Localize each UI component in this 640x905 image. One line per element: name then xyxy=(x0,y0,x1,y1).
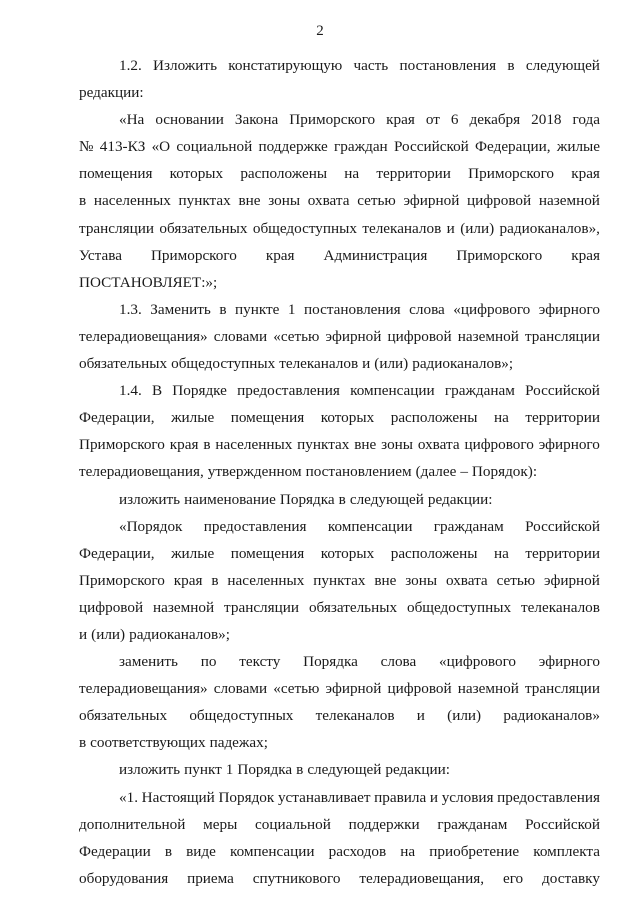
word: Устава xyxy=(79,246,122,264)
word: Порядок xyxy=(218,788,275,806)
word: падежах; xyxy=(209,734,268,752)
word: зоны xyxy=(268,192,301,210)
word: телеканалов xyxy=(315,707,395,725)
word: дополнительной xyxy=(79,815,186,833)
word: в xyxy=(338,490,346,508)
word: комплекта xyxy=(533,842,600,860)
word: телеканалов xyxy=(521,598,600,616)
word: радиоканалов» xyxy=(503,707,600,725)
word: эфирной xyxy=(544,571,600,589)
word: цифровой xyxy=(387,327,452,345)
word: пунктах xyxy=(297,436,350,454)
word: расходов xyxy=(328,842,387,860)
word: доставку xyxy=(542,869,600,887)
word: Российской xyxy=(525,382,600,400)
word: Настоящий xyxy=(141,788,215,806)
word: эфирного xyxy=(538,300,600,318)
word: гражданам xyxy=(437,815,508,833)
word: телерадиовещания, xyxy=(359,869,485,887)
word: Изложить xyxy=(153,57,217,74)
text-line xyxy=(79,784,600,811)
word: Приморского xyxy=(456,246,543,264)
text-line xyxy=(79,702,600,729)
text-line xyxy=(79,648,600,675)
word: территории xyxy=(525,409,600,427)
word: 2018 xyxy=(531,111,562,129)
word: Российской xyxy=(525,517,600,535)
word: следующей xyxy=(525,57,600,74)
word: компенсации xyxy=(327,517,413,535)
word: телерадиовещания» xyxy=(79,327,208,345)
word: телеканалов xyxy=(362,219,442,237)
word: пунктах xyxy=(313,571,366,589)
word: эфирного xyxy=(538,653,600,671)
word: эфирной xyxy=(403,192,460,210)
word: которых xyxy=(320,409,375,427)
word: жилые xyxy=(556,138,600,156)
word: «1. xyxy=(119,788,138,806)
word: Приморского xyxy=(289,111,376,129)
text-line xyxy=(79,458,600,485)
word: наземной xyxy=(153,598,215,616)
word: «На xyxy=(119,111,145,129)
word: Федерации xyxy=(79,842,151,860)
word: Приморского xyxy=(150,246,237,264)
word: предоставления xyxy=(497,788,600,806)
word: края xyxy=(571,246,600,264)
word: на xyxy=(344,165,360,183)
word: края xyxy=(169,436,199,454)
word: наземной xyxy=(457,327,519,345)
word: расположены xyxy=(240,165,328,183)
word: «сетью xyxy=(273,680,320,698)
word: телерадиовещания» xyxy=(79,680,208,698)
text-line xyxy=(79,242,600,269)
page-number: 2 xyxy=(316,23,324,39)
word: предоставления xyxy=(237,382,340,400)
word: тексту xyxy=(239,653,281,671)
text-line xyxy=(79,838,600,865)
word: (или) xyxy=(460,219,495,237)
word: цифрового xyxy=(464,436,534,454)
word: редакции: xyxy=(385,761,450,779)
word: постановлением xyxy=(305,463,412,481)
word: в xyxy=(164,842,172,860)
word: Федерации, xyxy=(79,409,155,427)
text-line xyxy=(79,404,600,431)
word: жилые xyxy=(171,409,215,427)
word: Российской xyxy=(525,815,600,833)
word: 1.4. xyxy=(119,382,142,400)
word: трансляции xyxy=(79,219,154,237)
word: охвата xyxy=(417,436,460,454)
word: на xyxy=(494,544,509,562)
word: правила xyxy=(374,788,427,806)
word: территории xyxy=(376,165,451,183)
word: помещения xyxy=(230,409,305,427)
word: постановления xyxy=(399,57,497,74)
word: констатирующую xyxy=(228,57,343,74)
word: трансляции xyxy=(524,680,600,698)
word: и xyxy=(79,625,88,643)
word: в xyxy=(507,57,515,74)
word: редакции: xyxy=(427,490,493,508)
text-line xyxy=(79,160,600,187)
word: Порядке xyxy=(172,382,227,400)
word: пункт xyxy=(184,761,222,779)
word: ПОСТАНОВЛЯЕТ:»; xyxy=(79,273,218,291)
word: постановления xyxy=(303,300,401,318)
text-line xyxy=(79,106,600,133)
word: слова xyxy=(380,653,417,671)
word: на xyxy=(494,409,509,427)
word: Федерации, xyxy=(475,138,551,156)
word: в xyxy=(79,734,87,752)
text-line xyxy=(79,675,600,702)
word: соответствующих xyxy=(90,734,206,752)
word: 1 xyxy=(287,300,296,318)
word: радиоканалов»; xyxy=(129,625,230,643)
word: виде xyxy=(186,842,216,860)
word: утвержденном xyxy=(207,463,302,481)
word: общедоступных xyxy=(171,355,276,373)
word: «цифрового xyxy=(439,653,517,671)
word: оборудования xyxy=(79,869,169,887)
word: (далее xyxy=(415,463,457,481)
word: и xyxy=(362,355,371,373)
word: края xyxy=(571,165,600,183)
text-line xyxy=(79,811,600,838)
text-line xyxy=(79,729,600,756)
word: общедоступных xyxy=(252,219,357,237)
word: «сетью xyxy=(273,327,320,345)
word: Приморского xyxy=(468,165,555,183)
text-line xyxy=(79,594,600,621)
word: в xyxy=(296,761,304,779)
word: Администрация xyxy=(323,246,428,264)
word: жилые xyxy=(171,544,215,562)
word: сетью xyxy=(496,571,536,589)
word: компенсации xyxy=(229,842,315,860)
word: (или) xyxy=(374,355,409,373)
word: радиоканалов», xyxy=(499,219,600,237)
word: которых xyxy=(169,165,224,183)
word: заменить xyxy=(119,653,178,671)
word: 1.3. xyxy=(119,300,142,318)
word: эфирной xyxy=(325,680,382,698)
word: зоны xyxy=(405,571,438,589)
word: вне xyxy=(354,436,377,454)
word: Российской xyxy=(393,138,469,156)
word: его xyxy=(502,869,524,887)
word: зоны xyxy=(381,436,413,454)
document-body xyxy=(79,52,600,892)
word: края xyxy=(265,246,295,264)
word: и xyxy=(429,788,439,806)
word: населенных xyxy=(93,192,171,210)
word: расположены xyxy=(390,409,478,427)
word: населенных xyxy=(227,571,305,589)
word: приобретение xyxy=(429,842,520,860)
word: приема xyxy=(187,869,234,887)
word: редакции: xyxy=(79,84,144,102)
word: вне xyxy=(238,192,261,210)
word: в xyxy=(211,571,219,589)
word: обязательных xyxy=(79,707,168,725)
word: Закона xyxy=(234,111,279,129)
word: края xyxy=(173,571,203,589)
text-line xyxy=(79,621,600,648)
word: и xyxy=(446,219,455,237)
word: словами xyxy=(213,680,268,698)
word: Федерации, xyxy=(79,544,155,562)
word: следующей xyxy=(349,490,424,508)
word: в xyxy=(79,192,87,210)
word: которых xyxy=(320,544,375,562)
word: основании xyxy=(155,111,224,129)
word: изложить xyxy=(119,761,181,779)
text-line xyxy=(79,323,600,350)
word: сетью xyxy=(357,192,396,210)
word: Приморского xyxy=(79,571,165,589)
word: «цифрового xyxy=(453,300,531,318)
word: условия xyxy=(441,788,494,806)
text-line xyxy=(79,865,600,892)
word: эфирного xyxy=(538,436,600,454)
word: помещения xyxy=(79,165,153,183)
word: трансляции xyxy=(224,598,300,616)
word: обязательных xyxy=(308,598,398,616)
word: № xyxy=(79,138,94,156)
word: Порядка xyxy=(303,653,358,671)
text-line xyxy=(79,215,600,242)
word: гражданам xyxy=(444,382,515,400)
word: наземной xyxy=(538,192,600,210)
word: года xyxy=(572,111,600,129)
word: цифровой xyxy=(79,598,144,616)
text-line xyxy=(79,187,600,214)
word: следующей xyxy=(307,761,382,779)
word: охвата xyxy=(307,192,350,210)
text-line xyxy=(79,133,600,160)
word: цифровой xyxy=(467,192,532,210)
word: расположены xyxy=(390,544,478,562)
word: поддержке xyxy=(258,138,328,156)
word: наименование xyxy=(184,490,276,508)
text-line xyxy=(79,431,600,458)
word: словами xyxy=(213,327,268,345)
word: устанавливает xyxy=(277,788,371,806)
word: по xyxy=(200,653,217,671)
text-line xyxy=(79,296,600,323)
text-line xyxy=(79,377,600,404)
word: изложить xyxy=(119,490,181,508)
word: Порядок): xyxy=(471,463,538,481)
word: телеканалов xyxy=(279,355,359,373)
word: 413-КЗ xyxy=(99,138,146,156)
word: в xyxy=(203,436,211,454)
word: обязательных xyxy=(159,219,248,237)
word: 1.2. xyxy=(119,57,142,74)
word: социальной xyxy=(176,138,253,156)
text-line xyxy=(79,269,600,296)
word: Заменить xyxy=(150,300,211,318)
word: в xyxy=(219,300,227,318)
word: наземной xyxy=(457,680,519,698)
word: Порядка xyxy=(237,761,293,779)
word: (или) xyxy=(447,707,482,725)
word: на xyxy=(400,842,416,860)
word: территории xyxy=(525,544,600,562)
text-line xyxy=(79,486,600,513)
word: вне xyxy=(374,571,397,589)
text-line xyxy=(79,350,600,377)
word: – xyxy=(460,463,468,481)
text-line xyxy=(79,540,600,567)
word: граждан xyxy=(334,138,388,156)
word: населенных xyxy=(215,436,293,454)
word: «О xyxy=(151,138,171,156)
word: от xyxy=(425,111,440,129)
word: 6 xyxy=(450,111,459,129)
word: пункте xyxy=(234,300,280,318)
word: «Порядок xyxy=(119,517,183,535)
text-line xyxy=(79,513,600,540)
word: предоставления xyxy=(203,517,307,535)
word: слова xyxy=(409,300,445,318)
word: гражданам xyxy=(433,517,504,535)
word: часть xyxy=(353,57,389,74)
word: цифровой xyxy=(387,680,452,698)
text-line xyxy=(79,567,600,594)
word: края xyxy=(386,111,415,129)
word: пунктах xyxy=(178,192,231,210)
text-line xyxy=(79,52,600,79)
word: общедоступных xyxy=(406,598,512,616)
word: социальной xyxy=(255,815,331,833)
word: (или) xyxy=(91,625,126,643)
word: В xyxy=(151,382,163,400)
word: 1 xyxy=(225,761,234,779)
word: эфирной xyxy=(325,327,382,345)
word: помещения xyxy=(230,544,305,562)
word: радиоканалов»; xyxy=(412,355,514,373)
word: Порядка xyxy=(279,490,335,508)
word: и xyxy=(416,707,425,725)
word: меры xyxy=(203,815,238,833)
word: спутникового xyxy=(252,869,341,887)
word: обязательных xyxy=(79,355,168,373)
word: охвата xyxy=(445,571,488,589)
word: общедоступных xyxy=(189,707,294,725)
word: телерадиовещания, xyxy=(79,463,204,481)
text-line xyxy=(79,756,600,783)
word: компенсации xyxy=(350,382,435,400)
word: декабря xyxy=(469,111,521,129)
word: трансляции xyxy=(524,327,600,345)
word: Приморского xyxy=(79,436,165,454)
word: поддержки xyxy=(348,815,420,833)
text-line xyxy=(79,79,600,106)
